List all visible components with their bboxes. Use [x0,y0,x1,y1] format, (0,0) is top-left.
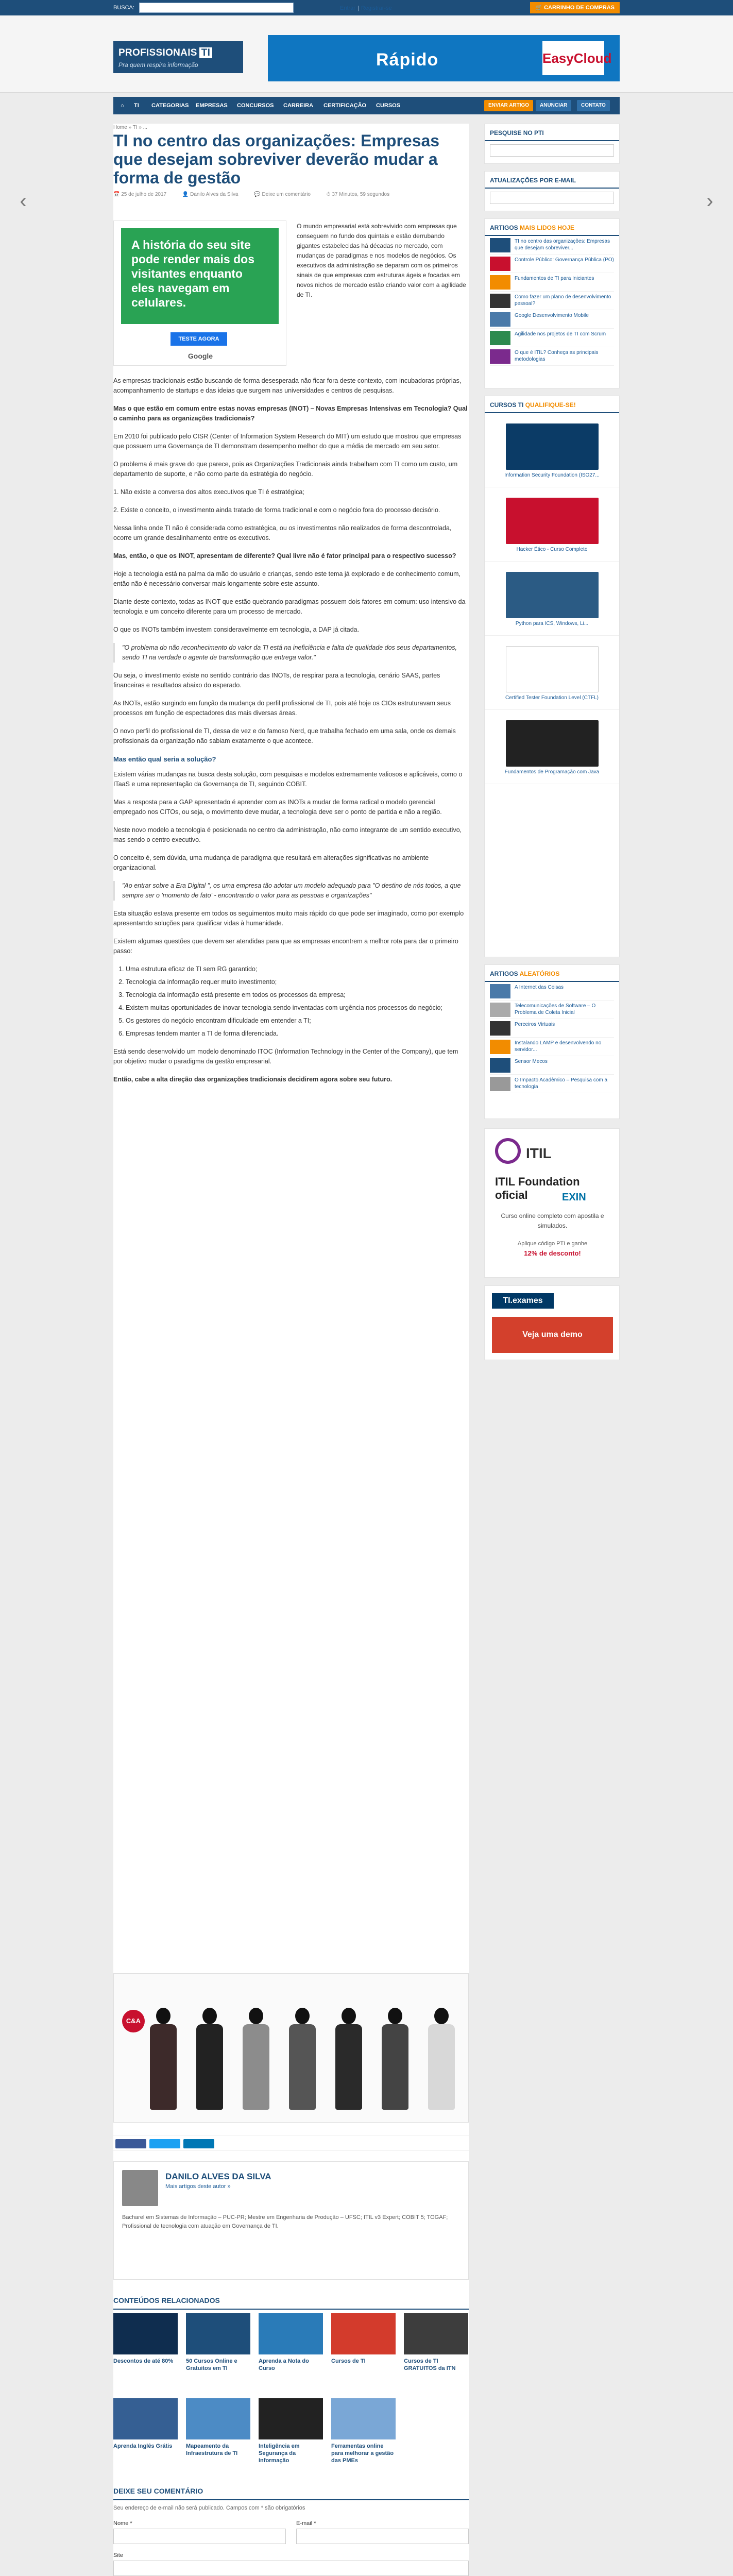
article-body [113,376,469,1093]
breadcrumb: Home » TI » ... [113,125,147,130]
related-thumb [259,2398,323,2439]
article-thumb [490,1021,510,1036]
related-item[interactable] [186,2313,250,2372]
related-thumb [259,2313,323,2354]
related-thumb [331,2398,396,2439]
top-search-input[interactable] [139,3,294,13]
paragraph: Esta situação estava presente em todos os seguimentos muito mais rápido do que pode ser imaginado, como por exemplo apresentando soluções para qualificar vidas à humanidade. [113,910,464,927]
paragraph: O novo perfil do profissional de TI, dessa de vez e do famoso Nerd, que trabalha fechado em uma sala, onde os demais profissionais da organização não sabiam exatamente o que acontece. [113,727,456,744]
course-title: Information Security Foundation (ISO27... [504,472,600,478]
next-article-arrow-icon[interactable]: › [706,190,713,212]
sidebar-newsletter-box [484,171,620,211]
sidebar-article-item[interactable] [490,982,614,1001]
paragraph: 1. Não existe a conversa dos altos executivos que TI é estratégica; [113,488,304,496]
article-thumb [490,1003,510,1017]
list-item: 5. Os gestores do negócio encontram dificuldade em entender a TI; [126,1016,469,1026]
numbered-list [126,964,469,1039]
sidebar-article-title: Instalando LAMP e desenvolvendo no servidor... [515,1040,602,1053]
related-title: Inteligência em Segurança da Informação [259,2443,300,2464]
newsletter-email-input[interactable] [490,192,614,204]
sidebar-article-title: O que é ITIL? Conheça as principais metodologias [515,349,599,362]
itil-discount: 12% de desconto! [524,1249,581,1257]
article-intro: O mundo empresarial está sobrevivido com empresas que conseguem no fundo dos quintais e estão derrubando gigantes estabelecidas há décadas no mercado, com mudanças de paradigmas e nos modelos de negócios. Os executivos da administração se deparam com os primeiros sinais de que empresas com estruturas ágeis e focadas em novos nichos de mercado estão criando valor com a agilidade de TI. [297,223,466,298]
list-item: 6. Empresas tendem manter a TI de forma diferenciada. [126,1029,469,1039]
prev-article-arrow-icon[interactable]: ‹ [20,190,27,212]
related-heading: CONTEÚDOS RELACIONADOS [113,2295,469,2310]
course-title: Certified Tester Foundation Level (CTFL) [505,694,599,701]
sidebar-article-title: A Internet das Coisas [515,984,564,990]
paragraph: Então, cabe a alta direção das organizações tradicionais decidirem agora sobre seu futuro. [113,1076,393,1083]
related-title: Aprenda Inglês Grátis [113,2443,173,2449]
nav-item-ti[interactable]: TI [134,103,139,109]
google-logo: Google [187,352,213,360]
popular-list [485,236,619,366]
sidebar-article-title: Telecomunicações de Software – O Problema de Coleta Inicial [515,1003,596,1015]
article-thumb [490,331,510,345]
sidebar-article-item[interactable] [490,1038,614,1056]
name-field[interactable] [113,2529,286,2544]
contact-button[interactable]: CONTATO [577,100,610,111]
sidebar-article-item[interactable] [490,1019,614,1038]
read-time: ⏱ 37 Minutos, 59 segundos [326,192,390,197]
newsletter-heading: ATUALIZAÇÕES POR E-MAIL [485,172,619,189]
popular-heading: MAIS LIDOS HOJE [520,224,575,231]
article-thumb [490,275,510,290]
itil-desc: Curso online completo com apostila e simulados. [501,1212,604,1229]
login-links: Entrar | Registrar-se [340,5,392,11]
related-item[interactable] [331,2398,396,2464]
related-item[interactable] [331,2313,396,2365]
paragraph: As INOTs, estão surgindo em função da mudança do perfil profissional de TI, pois até hoje os CIOs estruturavam seus processos em função de espectadores das mais diversas áreas. [113,700,451,717]
author-box [113,2161,469,2280]
article-title: TI no centro das organizações: Empresas que desejam sobreviver deverão mudar a forma de gestão [113,131,440,187]
course-thumb [506,498,599,544]
nav-item-concursos[interactable]: CONCURSOS [237,103,274,109]
course-thumb [506,423,599,470]
tiexames-logo: TI.exames [492,1293,554,1309]
article-thumb [490,349,510,364]
nav-item-carreira[interactable]: CARREIRA [283,103,314,109]
list-item: 3. Tecnologia da informação está presente em todos os processos da empresa; [126,990,469,1000]
sidebar-article-item[interactable] [490,273,614,292]
paragraph: Hoje a tecnologia está na palma da mão do usuário e crianças, sendo este tema já explorado e de conhecimento comum, então não é necessário conversar mais longamente sobre este assunto. [113,570,461,587]
sidebar-article-title: Perceiros Virtuais [515,1021,555,1027]
paragraph: Diante deste contexto, todas as INOT que estão quebrando paradigmas possuem dois fatores em comum: uso intensivo da tecnologia e um conceito diferente para um processo de mercado. [113,598,466,615]
linkedin-share-button[interactable] [183,2139,214,2148]
tiexames-ad-banner[interactable] [484,1285,620,1360]
list-item: 2. Tecnologia da informação requer muito investimento; [126,977,469,987]
nav-item-categorias[interactable]: CATEGORIAS [151,103,189,109]
list-item: 1. Uma estrutura eficaz de TI sem RG garantido; [126,964,469,974]
paragraph: Mas a resposta para a GAP apresentado é aprender com as INOTs a mudar de forma radical o modelo gerencial empregado nos CITOs, ou seja, o movimento deve mudar, a tecnologia deve ser o ponto de partida e não a região. [113,799,442,816]
related-title: Cursos de TI GRATUITOS da ITN [404,2358,456,2371]
twitter-share-button[interactable] [149,2139,180,2148]
sidebar-article-title: TI no centro das organizações: Empresas que desejam sobreviver... [515,238,610,251]
related-item[interactable] [113,2398,178,2450]
paragraph: Neste novo modelo a tecnologia é posicionada no centro da administração, não como integrante de um sentido executivo, mas sendo o centro executivo. [113,826,462,844]
sidebar-article-title: Sensor Mecos [515,1058,548,1064]
sidebar-search-heading: PESQUISE NO PTI [485,124,619,141]
author-bio: Bacharel em Sistemas de Informação – PUC-PR; Mestre em Engenharia de Produção – UFSC; ITIL v3 Expert; COBIT 5; TOGAF; Profissional de tecnologia com atuação em Governança de TI. [122,2214,448,2229]
header-ad-banner[interactable] [268,35,620,81]
related-title: Aprenda a Nota do Curso [259,2358,309,2371]
banner-headline: Rápido [376,50,439,70]
paragraph: Em 2010 foi publicado pelo CISR (Center of Information System Research do MIT) um estudo que mostrou que empresas que possuem uma Governança de TI demonstram desempenho melhor do que a média de mercado em seu setor. [113,433,462,450]
site-label: Site [113,2552,123,2558]
top-bar-inner [113,2,620,13]
email-field[interactable] [296,2529,469,2544]
related-thumb [331,2313,396,2354]
paragraph: Mas, então, o que os INOT, apresentam de diferente? Qual livre não é fator principal para o respectivo sucesso? [113,552,456,560]
course-item[interactable] [485,562,619,636]
header [0,15,733,93]
sidebar-article-item[interactable] [490,329,614,347]
course-title: Hacker Ético - Curso Completo [516,546,588,552]
share-bar [113,2136,469,2151]
article-thumb [490,1040,510,1054]
sidebar-article-item[interactable] [490,255,614,273]
nav-item-certificacao[interactable]: CERTIFICAÇÃO [323,103,367,109]
sidebar-article-item[interactable] [490,292,614,310]
main-nav [113,97,620,114]
sidebar-article-title: Fundamentos de TI para Iniciantes [515,275,594,281]
ad-button[interactable]: TESTE AGORA [171,332,227,346]
sidebar-search-box [484,124,620,164]
ad-text: A história do seu site pode render mais dos visitantes enquanto eles navegam em celulares. [121,228,279,324]
random-articles-box: ARTIGOS ALEATÓRIOS A Internet das Coisas Telecomunicações de Software – O Problema de Coleta Inicial Perceiros Virtuais Instalando LAMP e desenvolvendo no servidor... Sensor Mecos O Impacto Acadêmico – Pesquisa com a tecnologia [484,964,620,1119]
related-title: 50 Cursos Online e Gratuitos em TI [186,2358,237,2371]
facebook-share-button[interactable] [115,2139,146,2148]
paragraph: 2. Existe o conceito, o investimento ainda tratado de forma tradicional e com o negócio fora do processo decisório. [113,506,440,514]
course-item[interactable] [485,413,619,487]
blockquote: "O problema do não reconhecimento do valor da TI está na ineficiência e falta de qualidade dos seus departamentos, sendo TI na verdade o agente de transformação que entrega valor." [113,643,469,663]
related-item[interactable] [259,2398,323,2464]
related-item[interactable] [113,2313,178,2365]
random-heading: ALEATÓRIOS [519,970,560,977]
name-label: Nome * [113,2520,132,2527]
comment-heading: DEIXE SEU COMENTÁRIO [113,2486,469,2500]
related-item[interactable] [186,2398,250,2457]
article-image: C&A [113,1973,469,2123]
tiexames-cta: Veja uma demo [492,1317,613,1353]
course-thumb [506,720,599,767]
article-meta [113,191,404,199]
exin-logo: EXIN [562,1192,586,1203]
google-ad[interactable] [113,221,286,366]
site-field[interactable] [113,2561,469,2576]
banner-brand-logo: EasyCloud [542,41,604,75]
site-logo[interactable]: PROFISSIONAIS TI Pra quem respira informação [113,41,243,73]
top-bar [0,0,733,15]
advertise-button[interactable]: ANUNCIAR [536,100,571,111]
course-thumb [506,572,599,618]
related-item[interactable] [404,2313,468,2372]
course-thumb [506,646,599,692]
comments-link[interactable]: 💬 Deixe um comentário [254,192,311,197]
sidebar-article-item[interactable] [490,310,614,329]
courses-heading: QUALIFIQUE-SE! [525,401,576,409]
search-label: BUSCA: [113,5,134,11]
course-item[interactable] [485,636,619,710]
course-item[interactable] [485,710,619,784]
email-label: E-mail * [296,2520,316,2527]
random-list [485,982,619,1093]
article-thumb [490,1077,510,1091]
course-title: Fundamentos de Programação com Java [504,769,600,775]
author-link[interactable]: 👤 Danilo Alves da Silva [182,192,238,197]
paragraph: O problema é mais grave do que parece, pois as Organizações Tradicionais ainda trabalham com TI como um custo, um departamento de suporte, e não como parte da estratégia do negócio. [113,461,458,478]
courses-box: CURSOS TI QUALIFIQUE-SE! Information Security Foundation (ISO27... Hacker Ético - Curso Completo Python para ICS, Windows, Li... Certified Tester Foundation Level (CTFL) Fundamentos de Programação com Java [484,396,620,957]
register-link[interactable]: Registrar-se [361,5,392,11]
nav-home-icon[interactable]: ⌂ [121,103,124,109]
related-thumb [186,2313,250,2354]
sidebar-article-item[interactable] [490,1056,614,1075]
related-thumb [113,2313,178,2354]
comment-note: Seu endereço de e-mail não será publicado. Campos com * são obrigatórios [113,2505,305,2511]
author-more-link[interactable]: Mais artigos deste autor » [165,2183,231,2190]
paragraph: O conceito é, sem dúvida, uma mudança de paradigma que resultará em alterações significativas no ambiente organizacional. [113,854,429,872]
paragraph: As empresas tradicionais estão buscando de forma desesperada não ficar fora deste contexto, com incubadoras próprias, acompanhamento de startups e das ideias que surgem nas universidades e centros de pesquisas. [113,377,462,394]
related-title: Descontos de até 80% [113,2358,174,2364]
course-title: Python para ICS, Windows, Li... [515,620,589,626]
cart-icon: 🛒 [535,5,544,11]
sidebar-article-title: Como fazer um plano de desenvolvimento pessoal? [515,294,611,307]
nav-item-empresas[interactable]: EMPRESAS [196,103,228,109]
main-content [113,124,469,2576]
related-title: Ferramentas online para melhorar a gestão das PMEs [331,2443,394,2464]
course-item[interactable] [485,487,619,562]
author-name: DANILO ALVES DA SILVA [165,2172,271,2181]
course-list [485,413,619,784]
article-thumb [490,1058,510,1073]
send-article-button[interactable]: ENVIAR ARTIGO [484,100,533,111]
blockquote: "Ao entrar sobre a Era Digital ", os uma empresa tão adotar um modelo adequado para "O destino de nós todos, a que sempre ser o 'momento de fato' - encontrando o valor para as pessoas e organizações" [113,881,469,901]
itil-logo-icon [495,1138,521,1164]
sidebar-article-item[interactable] [490,1075,614,1093]
article-thumb [490,294,510,308]
related-thumb [186,2398,250,2439]
related-title: Cursos de TI [331,2358,366,2364]
sidebar-article-title: Agilidade nos projetos de TI com Scrum [515,331,606,337]
cart-button[interactable]: 🛒 CARRINHO DE COMPRAS [530,2,620,13]
date-icon: 📅 25 de julho de 2017 [113,192,167,197]
paragraph: O que os INOTs também investem consideravelmente em tecnologia, a DAP já citada. [113,626,360,633]
paragraph: Existem algumas questões que devem ser atendidas para que as empresas encontrem a melhor rota para dar o primeiro passo: [113,938,458,955]
paragraph: Está sendo desenvolvido um modelo denominado ITOC (Information Technology in the Center of the Company), que tem por objetivo mudar o paradigma da gestão empresarial. [113,1048,458,1065]
sidebar-article-item[interactable] [490,236,614,255]
article-thumb [490,984,510,998]
article-thumb [490,238,510,252]
list-item: 4. Existem muitas oportunidades de inovar tecnologia sendo inventadas com urgência nos processos do negócio; [126,1003,469,1013]
popular-articles-box: ARTIGOS MAIS LIDOS HOJE TI no centro das organizações: Empresas que desejam sobreviver... Controle Público: Governança Pública (PO) Fundamentos de TI para Iniciantes Como fazer um plano de desenvolvimento pessoal? Google Desenvolvimento Mobile Agilidade nos projetos de TI com Scrum O que é ITIL? Conheça as principais metodologias [484,218,620,388]
article-thumb [490,257,510,271]
related-title: Mapeamento da Infraestrutura de TI [186,2443,238,2456]
itil-title: ITIL Foundation oficial [495,1175,580,1201]
paragraph: Mas o que estão em comum entre estas novas empresas (INOT) – Novas Empresas Intensivas em Tecnologia? Qual o caminho para as organizações tradicionais? [113,405,468,422]
login-link[interactable]: Entrar [340,5,355,11]
author-avatar [122,2170,158,2206]
itil-ad-banner[interactable]: ITIL ITIL Foundation oficial EXIN Curso online completo com apostila e simulados. Aplique código PTI e ganhe 12% de desconto! [484,1128,620,1278]
related-thumb [404,2313,468,2354]
sidebar-article-title: Controle Público: Governança Pública (PO) [515,257,614,263]
related-thumb [113,2398,178,2439]
article-subhead: Mas então qual seria a solução? [113,755,216,763]
sidebar-article-title: O Impacto Acadêmico – Pesquisa com a tecnologia [515,1077,608,1090]
sidebar-search-input[interactable] [490,144,614,157]
paragraph: Existem várias mudanças na busca desta solução, com pesquisas e modelos extremamente valiosos e aplicáveis, como o ITaaS e uma representação da Governança de TI, seguindo COBIT. [113,771,463,788]
paragraph: Nessa linha onde TI não é considerada como estratégica, ou os investimentos não realizados de forma descontrolada, ocorre um grande desalinhamento entre os executivos. [113,524,452,541]
paragraph: Ou seja, o investimento existe no sentido contrário das INOTs, de respirar para a tecnologia, cenário SAAS, partes financeiras e resultados abaixo do esperado. [113,672,440,689]
sidebar-article-item[interactable] [490,347,614,366]
nav-item-cursos[interactable]: CURSOS [376,103,401,109]
sidebar-article-title: Google Desenvolvimento Mobile [515,312,589,318]
related-item[interactable] [259,2313,323,2372]
article-thumb [490,312,510,327]
sidebar-article-item[interactable] [490,1001,614,1019]
